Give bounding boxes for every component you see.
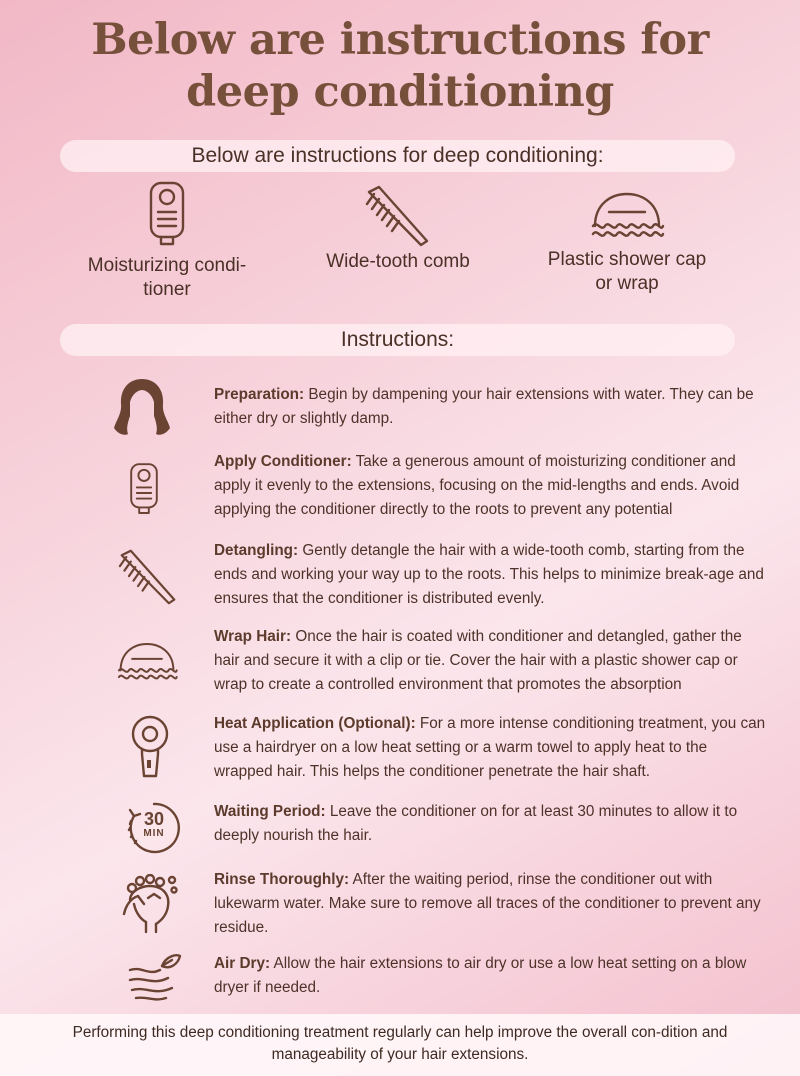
supply-comb [288,184,508,274]
shower-cap-icon [114,640,180,686]
supply-label: or wrap [595,273,659,294]
step-air-dry [214,952,766,1000]
step-text: Begin by dampening your hair extensions with water. They can be either dry or slightly damp. [214,386,754,427]
step-text: Once the hair is coated with conditioner and detangled, gather the hair and secure it with a clip or tie. Cover the hair with a plastic shower cap or wrap to create a controlled environment that promotes the absorption [214,628,742,693]
supply-label: tioner [143,279,191,300]
step-wrap-hair [214,625,766,697]
timer-unit: MIN [143,828,165,839]
step-waiting-period [214,800,766,848]
conditioner-bottle-icon [147,180,187,248]
step-title: Apply Conditioner: [214,453,352,470]
footer-text: Performing this deep conditioning treatment regularly can help improve the overall con-dition and manageability of your hair extensions. [72,1024,728,1063]
page-title-line1: Below are instructions for [91,15,709,65]
step-rinse-thoroughly [214,868,766,940]
step-text: After the waiting period, rinse the conditioner out with lukewarm water. Make sure to remove all traces of the conditioner to prevent any residue. [214,871,761,936]
shower-cap-icon [587,190,667,244]
step-title: Air Dry: [214,955,271,972]
page-title [0,14,800,118]
supplies-heading: Below are instructions for deep conditioning: [60,140,735,172]
air-dry-icon [126,952,184,1004]
supply-label: Wide-tooth comb [326,251,470,272]
page-title-line2: deep conditioning [186,67,614,117]
step-preparation [214,383,766,431]
step-title: Heat Application (Optional): [214,715,416,732]
supply-shower-cap [517,190,737,296]
step-detangling [214,539,766,611]
step-text: Allow the hair extensions to air dry or use a low heat setting on a blow dryer if needed. [214,955,747,996]
hairdryer-icon [128,714,172,780]
supply-label: Moisturizing condi- [87,255,247,276]
step-text: Leave the conditioner on for at least 30 minutes to allow it to deeply nourish the hair. [214,803,738,844]
instructions-heading: Instructions: [60,324,735,356]
step-title: Wrap Hair: [214,628,292,645]
step-title: Detangling: [214,542,299,559]
step-title: Preparation: [214,386,305,403]
step-text: Gently detangle the hair with a wide-tooth comb, starting from the ends and working your way up to the roots. This helps to minimize break-age and ensures that the conditioner is distributed evenly. [214,542,764,607]
footer [0,1014,800,1076]
rinse-icon [120,874,184,936]
hair-icon [110,376,174,440]
step-title: Rinse Thoroughly: [214,871,350,888]
step-title: Waiting Period: [214,803,326,820]
step-text: For a more intense conditioning treatment, you can use a hairdryer on a low heat setting or a warm towel to apply heat to the wrapped hair. This helps the conditioner penetrate the hair shaft. [214,715,766,780]
step-text: Take a generous amount of moisturizing conditioner and apply it evenly to the extensions, focusing on the mid-lengths and ends. Avoid applying the conditioner directly to the roots to prevent any potential [214,453,740,518]
timer-icon [126,800,182,856]
comb-icon [363,184,433,248]
timer-number: 30 [143,809,165,829]
step-heat-application [214,712,766,784]
supply-conditioner [57,180,277,302]
conditioner-bottle-icon [128,458,160,520]
supply-label: Plastic shower cap [547,249,707,270]
comb-icon [114,548,182,606]
step-apply-conditioner [214,450,766,522]
